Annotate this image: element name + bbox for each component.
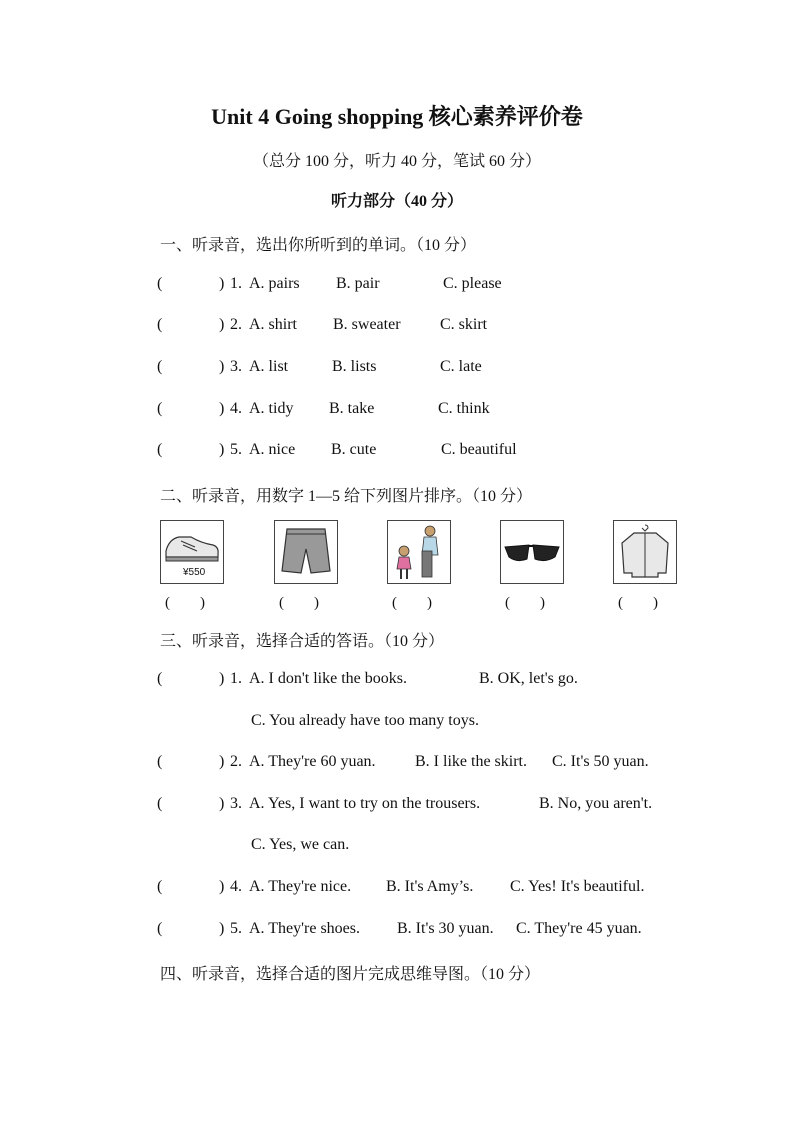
question-row [0,400,794,422]
option-b: B. No, you aren't. [539,795,653,812]
answer-blank-close: ) [219,753,225,770]
answer-blank-open[interactable]: ( [157,753,163,770]
answer-blank-open[interactable]: ( [157,670,163,687]
option-c: C. Yes, we can. [251,836,350,853]
option-b: B. pair [336,275,380,292]
question-number: 1. [230,670,242,687]
picture-shoes [160,520,224,584]
question-number: 2. [230,753,242,770]
question-row [0,358,794,380]
answer-blank-open[interactable]: ( [157,920,163,937]
answer-blank-open[interactable]: ( [157,358,163,375]
option-c: C. You already have too many toys. [251,712,479,729]
picture-sunglasses [500,520,564,584]
option-a: A. I don't like the books. [249,670,407,687]
answer-blank-open[interactable]: ( [157,441,163,458]
option-b: B. It's 30 yuan. [397,920,494,937]
question-row-continuation [0,712,794,734]
answer-blank-open[interactable]: ( [157,400,163,417]
question-number: 4. [230,400,242,417]
answer-blank-open[interactable]: ( [157,795,163,812]
option-c: C. please [443,275,502,292]
question-number: 3. [230,795,242,812]
option-b: B. I like the skirt. [415,753,527,770]
question-row [0,795,794,817]
question-number: 1. [230,275,242,292]
shorts-icon [275,521,337,583]
answer-blank-close: ) [219,400,225,417]
question-number: 4. [230,878,242,895]
option-a: A. They're 60 yuan. [249,753,376,770]
option-a: A. shirt [249,316,297,333]
option-c: C. late [440,358,482,375]
option-b: B. take [329,400,375,417]
question-number: 5. [230,920,242,937]
question-number: 5. [230,441,242,458]
option-a: A. They're nice. [249,878,352,895]
picture-girl-and-mother [387,520,451,584]
answer-blank-close: ) [219,670,225,687]
option-a: A. pairs [249,275,300,292]
question-row [0,920,794,942]
question-row [0,753,794,775]
answer-blank-open[interactable]: ( [157,878,163,895]
section-3-heading: 三、听录音，选择合适的答语。（10 分） [160,633,445,650]
picture-answer-blank[interactable]: ( ) [505,595,545,611]
option-b: B. lists [332,358,377,375]
option-a: A. They're shoes. [249,920,361,937]
answer-blank-open[interactable]: ( [157,275,163,292]
question-row [0,670,794,692]
score-summary: （总分 100 分，听力 40 分，笔试 60 分） [252,153,541,170]
picture-answer-blank[interactable]: ( ) [165,595,205,611]
option-c: C. beautiful [441,441,517,458]
option-a: A. list [249,358,289,375]
section-4-heading: 四、听录音，选择合适的图片完成思维导图。（10 分） [160,966,541,983]
jacket-icon [614,521,676,583]
picture-shorts [274,520,338,584]
answer-blank-close: ) [219,441,225,458]
question-row-continuation [0,836,794,858]
sunglasses-icon [501,521,563,583]
picture-answer-blank[interactable]: ( ) [279,595,319,611]
section-1-heading: 一、听录音，选出你所听到的单词。（10 分） [160,237,477,254]
shoes-icon [161,521,223,583]
picture-answer-blank[interactable]: ( ) [618,595,658,611]
option-a: A. tidy [249,400,294,417]
price-label: ¥550 [183,567,206,578]
option-c: C. think [438,400,490,417]
option-c: C. Yes! It's beautiful. [510,878,645,895]
answer-blank-close: ) [219,316,225,333]
question-row [0,878,794,900]
option-b: B. It's Amy’s. [386,878,474,895]
option-a: A. nice [249,441,296,458]
girl-and-mother-trousers-icon [388,521,450,583]
option-b: B. sweater [333,316,401,333]
part-heading: 听力部分（40 分） [330,193,463,210]
option-b: B. cute [331,441,377,458]
answer-blank-close: ) [219,358,225,375]
question-number: 2. [230,316,242,333]
question-row [0,275,794,297]
picture-answer-blank[interactable]: ( ) [392,595,432,611]
option-c: C. It's 50 yuan. [552,753,649,770]
page-title: Unit 4 Going shopping 核心素养评价卷 [211,104,583,129]
answer-blank-open[interactable]: ( [157,316,163,333]
option-c: C. skirt [440,316,488,333]
answer-blank-close: ) [219,920,225,937]
answer-blank-close: ) [219,878,225,895]
picture-jacket [613,520,677,584]
section-2-heading: 二、听录音，用数字 1—5 给下列图片排序。（10 分） [160,488,533,505]
question-row [0,441,794,463]
option-b: B. OK, let's go. [479,670,578,687]
question-row [0,316,794,338]
question-number: 3. [230,358,242,375]
answer-blank-close: ) [219,795,225,812]
option-a: A. Yes, I want to try on the trousers. [249,795,481,812]
answer-blank-close: ) [219,275,225,292]
option-c: C. They're 45 yuan. [516,920,642,937]
